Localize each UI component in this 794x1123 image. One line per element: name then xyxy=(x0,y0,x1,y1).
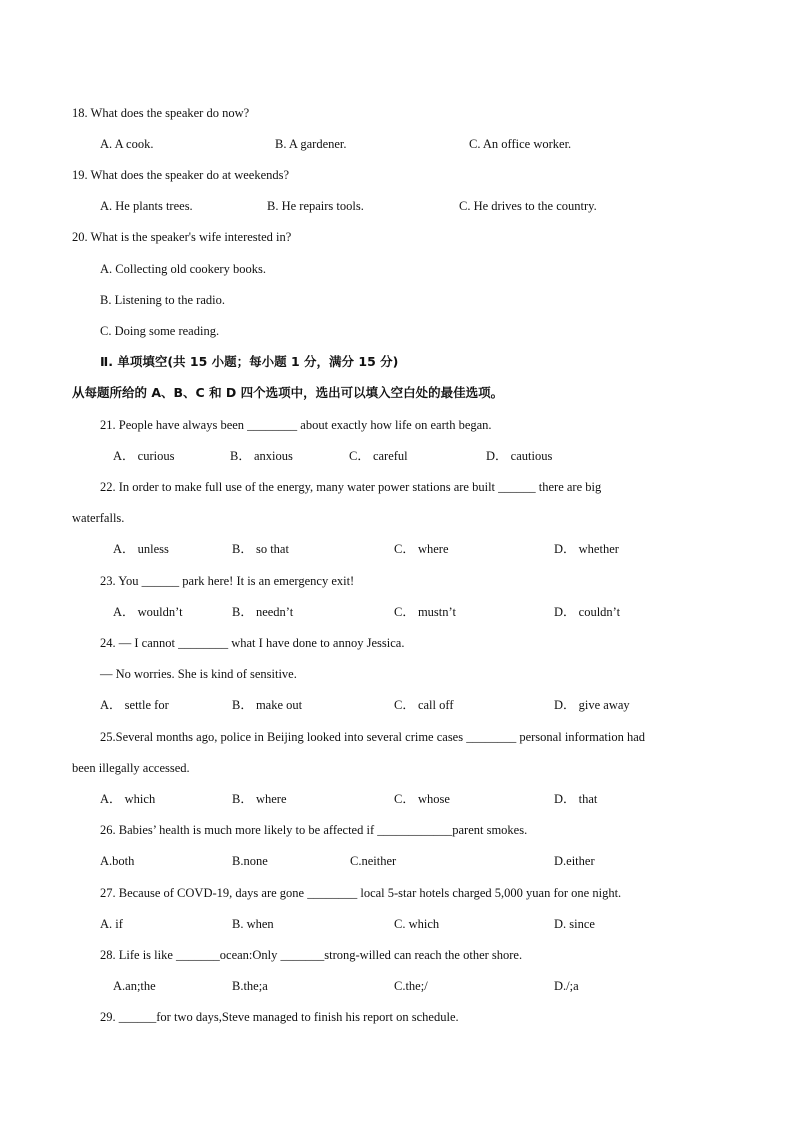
question-24-stem-line-2: — No worries. She is kind of sensitive. xyxy=(100,667,297,681)
question-25-option-a: A． which xyxy=(100,792,156,806)
question-24-option-a: A． settle for xyxy=(100,698,169,712)
section-2-instruction: 从每题所给的 A、B、C 和 D 四个选项中，选出可以填入空白处的最佳选项。 xyxy=(72,385,504,400)
question-20-option-c: C. Doing some reading. xyxy=(100,324,220,338)
question-26-option-a: A.both xyxy=(100,854,135,868)
question-21-option-a: A． curious xyxy=(113,449,175,463)
question-23-option-c: C． mustn’t xyxy=(394,605,456,619)
question-21-option-b: B． anxious xyxy=(230,449,293,463)
question-26-option-b: B.none xyxy=(232,854,268,868)
question-27-stem: 27. Because of COVD-19, days are gone ________ local 5-star hotels charged 5,000 yuan for one night. xyxy=(100,886,622,900)
question-25-option-d: D． that xyxy=(554,792,598,806)
question-24-option-b: B． make out xyxy=(232,698,303,712)
question-21-option-c: C． careful xyxy=(349,449,408,463)
question-27-option-a: A. if xyxy=(100,917,123,931)
question-24-stem-line-1: 24. — I cannot ________ what I have done to annoy Jessica. xyxy=(100,636,405,650)
question-29-stem: 29. ______for two days,Steve managed to finish his report on schedule. xyxy=(100,1010,459,1024)
question-22-stem-line-1: 22. In order to make full use of the energy, many water power stations are built ______ there are big xyxy=(100,480,602,494)
question-22-option-c: C． where xyxy=(394,542,449,556)
question-25-option-b: B． where xyxy=(232,792,287,806)
question-23-option-b: B． needn’t xyxy=(232,605,294,619)
question-23-option-d: D． couldn’t xyxy=(554,605,621,619)
question-18-option-c: C. An office worker. xyxy=(469,137,572,151)
question-28-option-b: B.the;a xyxy=(232,979,268,993)
question-19-option-b: B. He repairs tools. xyxy=(267,199,364,213)
question-20-option-b: B. Listening to the radio. xyxy=(100,293,225,307)
question-28-option-d: D./;a xyxy=(554,979,579,993)
question-27-option-c: C. which xyxy=(394,917,440,931)
question-21-option-d: D． cautious xyxy=(486,449,553,463)
question-25-option-c: C． whose xyxy=(394,792,450,806)
question-22-option-a: A． unless xyxy=(113,542,169,556)
question-27-option-b: B. when xyxy=(232,917,274,931)
question-19-stem: 19. What does the speaker do at weekends? xyxy=(72,168,290,182)
question-19-option-a: A. He plants trees. xyxy=(100,199,193,213)
question-25-stem-line-2: been illegally accessed. xyxy=(72,761,190,775)
question-22-stem-line-2: waterfalls. xyxy=(72,511,125,525)
question-18-stem: 18. What does the speaker do now? xyxy=(72,106,250,120)
question-20-option-a: A. Collecting old cookery books. xyxy=(100,262,266,276)
question-18-option-b: B. A gardener. xyxy=(275,137,347,151)
question-26-stem: 26. Babies’ health is much more likely to be affected if ____________parent smokes. xyxy=(100,823,528,837)
question-24-option-c: C． call off xyxy=(394,698,454,712)
question-25-stem-line-1: 25.Several months ago, police in Beijing looked into several crime cases ________ personal information had xyxy=(100,730,646,744)
section-2-title: Ⅱ. 单项填空(共 15 小题；每小题 1 分，满分 15 分) xyxy=(100,354,399,369)
question-19-option-c: C. He drives to the country. xyxy=(459,199,597,213)
question-28-stem: 28. Life is like _______ocean:Only _______strong-willed can reach the other shore. xyxy=(100,948,523,962)
question-26-option-c: C.neither xyxy=(350,854,397,868)
question-23-option-a: A． wouldn’t xyxy=(113,605,183,619)
question-28-option-c: C.the;/ xyxy=(394,979,428,993)
question-24-option-d: D． give away xyxy=(554,698,630,712)
question-21-stem: 21. People have always been ________ about exactly how life on earth began. xyxy=(100,418,492,432)
question-27-option-d: D. since xyxy=(554,917,595,931)
question-20-stem: 20. What is the speaker's wife interested in? xyxy=(72,230,292,244)
question-22-option-d: D． whether xyxy=(554,542,619,556)
question-26-option-d: D.either xyxy=(554,854,595,868)
question-28-option-a: A.an;the xyxy=(113,979,156,993)
question-18-option-a: A. A cook. xyxy=(100,137,154,151)
question-22-option-b: B． so that xyxy=(232,542,289,556)
question-23-stem: 23. You ______ park here! It is an emergency exit! xyxy=(100,574,355,588)
